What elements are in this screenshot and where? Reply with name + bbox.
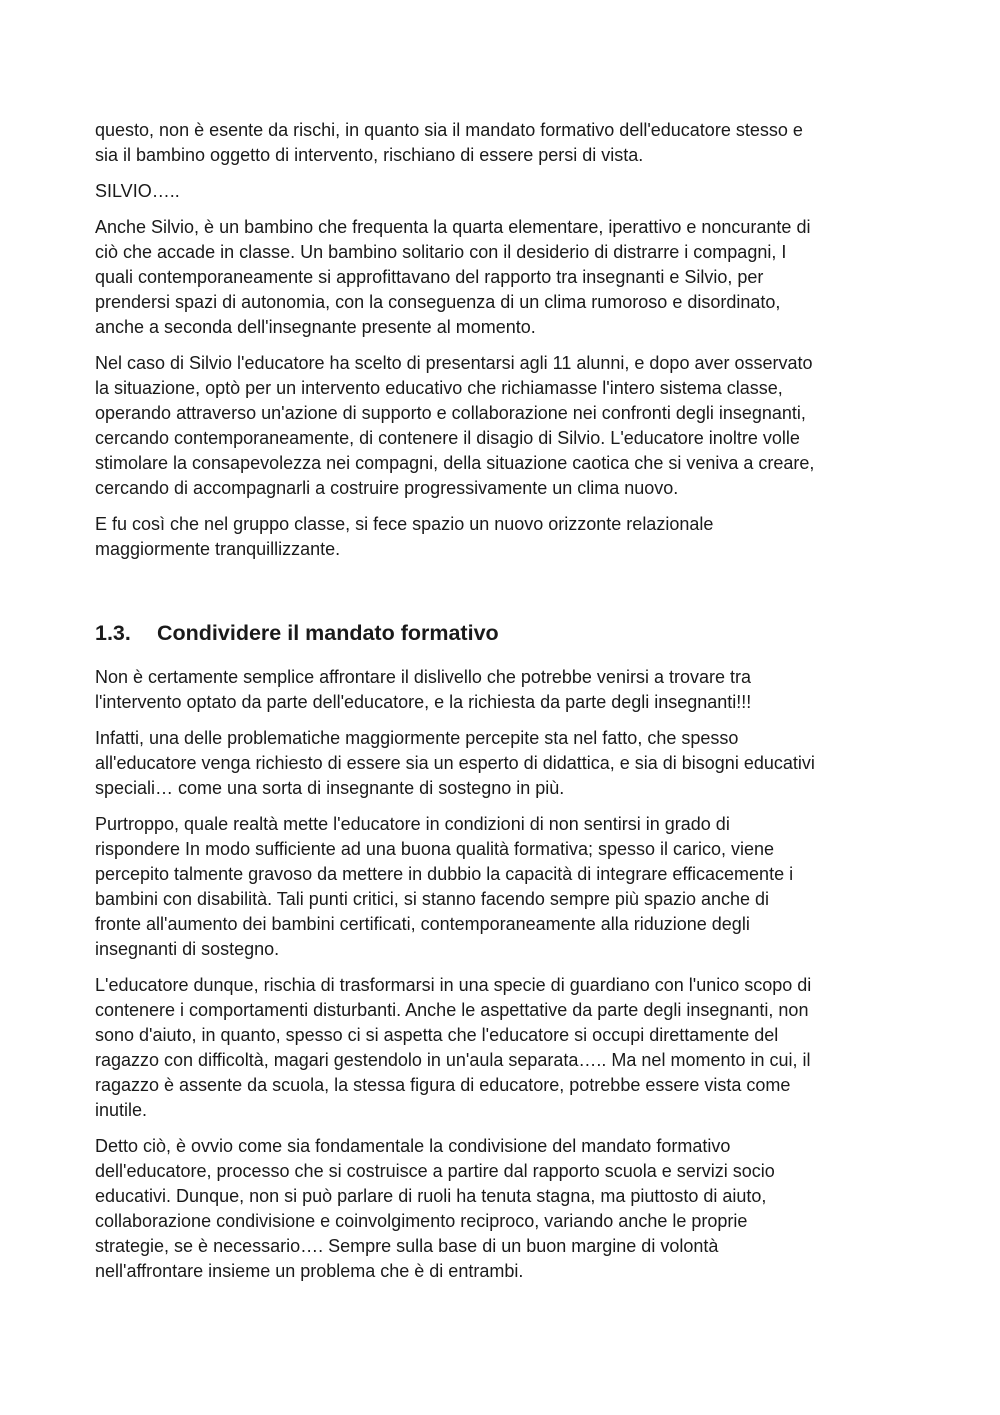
section-number: 1.3.	[95, 621, 131, 645]
document-page	[95, 118, 905, 1295]
paragraph-silvio-description: Anche Silvio, è un bambino che frequenta la quarta elementare, iperattivo e noncurante di ciò che accade in classe. Un bambino solitario con il desiderio di distrarre i compagni, I quali contemporaneamente si approfittavano del rapporto tra insegnanti e Silvio, per prendersi spazi di autonomia, con la conseguenza di un clima rumoroso e disordinato, anche a seconda dell'insegnante presente al momento.	[95, 217, 811, 337]
case-label-silvio: SILVIO…..	[95, 181, 180, 201]
paragraph-intro: Non è certamente semplice affrontare il dislivello che potrebbe venirsi a trovare tra l'intervento optato da parte dell'educatore, e la richiesta da parte degli insegnanti!!!	[95, 667, 752, 712]
paragraph-continuation: questo, non è esente da rischi, in quanto sia il mandato formativo dell'educatore stesso e sia il bambino oggetto di intervento, rischiano di essere persi di vista.	[95, 120, 803, 165]
paragraph-silvio-intervention: Nel caso di Silvio l'educatore ha scelto di presentarsi agli 11 alunni, e dopo aver osservato la situazione, optò per un intervento educativo che richiamasse l'intero sistema classe, operando attraverso un'azione di supporto e collaborazione nei confronti degli insegnanti, cercando contemporaneamente, di contenere il disagio di Silvio. L'educatore inoltre volle stimolare la consapevolezza nei compagni, della situazione caotica che si veniva a creare, cercando di accompagnarli a costruire progressivamente un clima nuovo.	[95, 353, 815, 498]
paragraph-guardian: L'educatore dunque, rischia di trasformarsi in una specie di guardiano con l'unico scopo di contenere i comportamenti disturbanti. Anche le aspettative da parte degli insegnanti, non sono d'aiuto, in quanto, spesso ci si aspetta che l'educatore si occupi direttamente del ragazzo con difficoltà, magari gestendolo in un'aula separata….. Ma nel momento in cui, il ragazzo è assente da scuola, la stessa figura di educatore, potrebbe essere vista come inutile.	[95, 975, 812, 1120]
paragraph-problems: Infatti, una delle problematiche maggiormente percepite sta nel fatto, che spesso all'educatore venga richiesto di essere sia un esperto di didattica, e sia di bisogni educativi speciali… come una sorta di insegnante di sostegno in più.	[95, 728, 815, 798]
paragraph-silvio-outcome: E fu così che nel gruppo classe, si fece spazio un nuovo orizzonte relazionale maggiormente tranquillizzante.	[95, 514, 714, 559]
paragraph-conclusion: Detto ciò, è ovvio come sia fondamentale la condivisione del mandato formativo dell'educatore, processo che si costruisce a partire dal rapporto scuola e servizi socio educativi. Dunque, non si può parlare di ruoli ha tenuta stagna, ma piuttosto di aiuto, collaborazione condivisione e coinvolgimento reciproco, variando anche le proprie strategie, se è necessario…. Sempre sulla base di un buon margine di volontà nell'affrontare insieme un problema che è di entrambi.	[95, 1136, 775, 1281]
paragraph-reality: Purtroppo, quale realtà mette l'educatore in condizioni di non sentirsi in grado di rispondere In modo sufficiente ad una buona qualità formativa; spesso il carico, viene percepito talmente gravoso da mettere in dubbio la capacità di integrare efficacemente i bambini con disabilità. Tali punti critici, si stanno facendo sempre più spazio anche di fronte all'aumento dei bambini certificati, contemporaneamente alla riduzione degli insegnanti di sostegno.	[95, 814, 794, 959]
section-title: Condividere il mandato formativo	[157, 621, 499, 645]
section-heading	[95, 619, 905, 647]
